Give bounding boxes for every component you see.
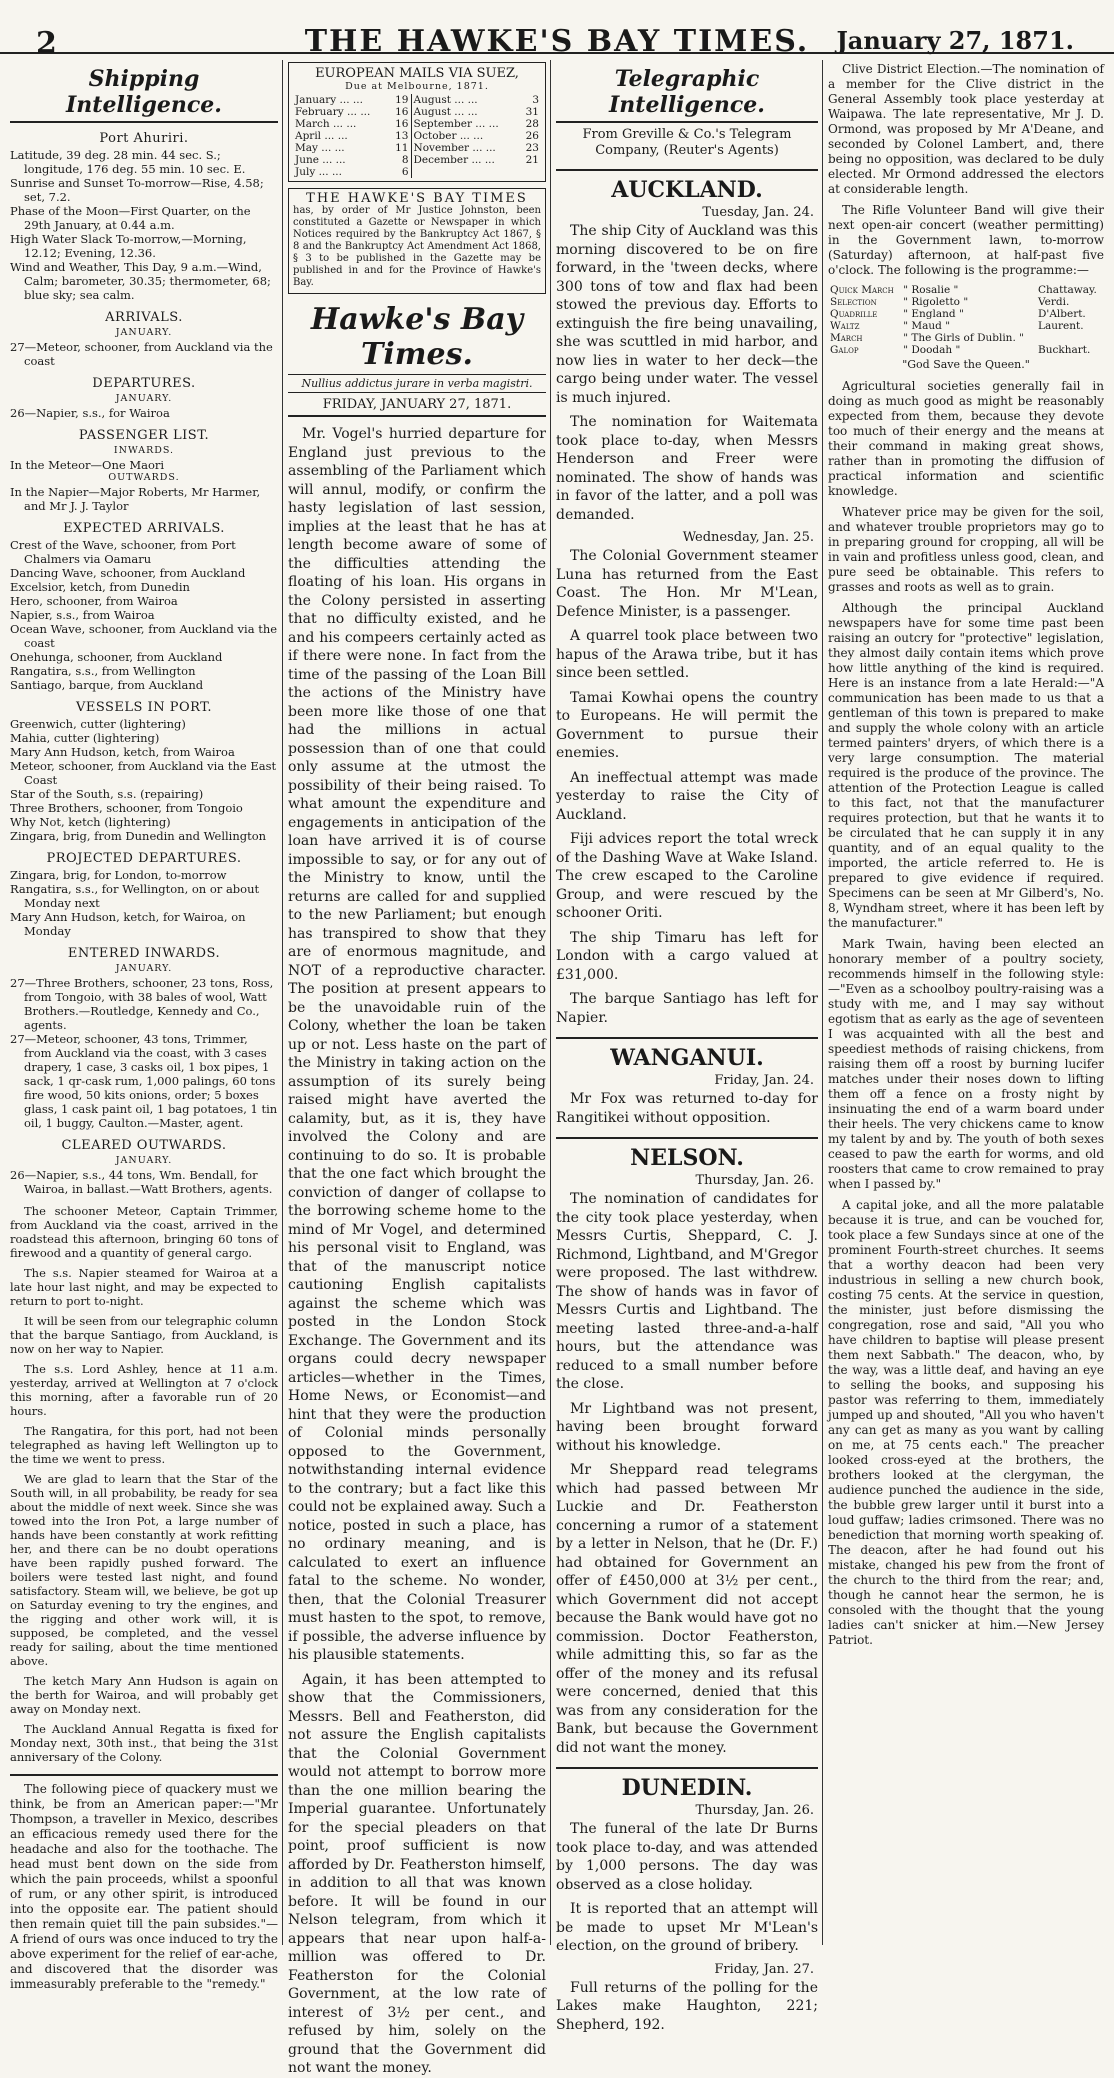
- mails-cell: November ... ...: [413, 142, 496, 154]
- mails-cell: 13: [389, 130, 411, 142]
- mails-cell: 28: [525, 118, 539, 130]
- mails-cell: May ... ...: [295, 142, 345, 154]
- month-label: JANUARY.: [115, 393, 173, 404]
- list-item: Ocean Wave, schooner, from Auckland via the coast: [10, 622, 278, 650]
- mails-cell: 23: [525, 142, 539, 154]
- month-label: JANUARY.: [115, 963, 173, 974]
- list-item: Zingara, brig, from Dunedin and Wellington: [10, 829, 267, 843]
- motto: Nullius addictus jurare in verba magistri.: [288, 374, 546, 393]
- masthead: [0, 0, 1114, 61]
- mails-cell: 26: [525, 130, 539, 142]
- list-item: Rangatira, s.s., from Wellington: [10, 664, 196, 678]
- column-rule: [822, 60, 823, 1945]
- mails-cell: March ... ...: [295, 118, 357, 130]
- vessels-list: [10, 717, 278, 843]
- mails-row: [293, 106, 541, 118]
- note-paragraph: We are glad to learn that the Star of the South will, in all probability, be ready for sea about the middle of next week. Since she was towed into the Iron Pot, a large number of hands have been constantly at work refitting her, and there can be no doubt operations have been rapidly pushed forward. The boilers were tested last night, and found satisfactory. Steam will, we believe, be got up on Saturday evening to try the engines, and the rigging and other work will, it is supposed, be completed, and the vessel ready for sailing, about the time mentioned above.: [10, 1472, 278, 1668]
- mails-cell: 21: [525, 154, 539, 166]
- column-shipping: [10, 62, 278, 1991]
- dateline: Tuesday, Jan. 24.: [702, 205, 814, 220]
- column-telegraphic: [556, 62, 818, 2033]
- programme-cell: Chattaway.: [1038, 284, 1097, 296]
- telegram-paragraph: The nomination for Waitemata took place to-day, when Messrs Henderson and Freer were nominated. The show of hands was in favor of the latter, and a poll was demanded.: [556, 414, 818, 523]
- list-item: Mary Ann Hudson, ketch, for Wairoa, on Monday: [10, 910, 246, 938]
- mails-title: EUROPEAN MAILS VIA SUEZ,: [315, 66, 519, 81]
- programme-table: [828, 284, 1104, 356]
- issue-date: FRIDAY, JANUARY 27, 1871.: [288, 397, 546, 417]
- outwards-label: OUTWARDS.: [108, 472, 180, 483]
- mails-cell: October ... ...: [413, 130, 484, 142]
- heading-auckland: AUCKLAND.: [556, 169, 818, 203]
- telegram-paragraph: The ship City of Auckland was this morning discovered to be on fire forward, in the 'tween decks, where 300 tons of tow and flax had been stowed the previous day. Efforts to extinguish the fire being unavailing, she was scuttled in mid harbor, and now lies in water to her deck—the cargo being under water. The vessel is much injured.: [556, 223, 818, 406]
- programme-row: [828, 320, 1104, 332]
- mails-cell: 19: [389, 94, 411, 106]
- mails-row: [293, 142, 541, 154]
- mails-cell: [411, 166, 520, 178]
- gazette-notice: [288, 188, 546, 294]
- list-item: Meteor, schooner, from Auckland via the East Coast: [10, 759, 277, 787]
- wind-line: Wind and Weather, This Day, 9 a.m.—Wind, Calm; barometer, 30.35; thermometer, 68; blue sky; sea calm.: [10, 260, 271, 302]
- note-paragraph: The ketch Mary Ann Hudson is again on the berth for Wairoa, and will probably get away on Monday next.: [10, 1674, 278, 1716]
- shipping-notes: [10, 1204, 278, 1764]
- list-item: Zingara, brig, for London, to-morrow: [10, 868, 227, 882]
- mails-cell: 11: [389, 142, 411, 154]
- departures-heading: DEPARTURES.: [92, 376, 196, 391]
- note-paragraph: It will be seen from our telegraphic column that the barque Santiago, from Auckland, is now on her way to Napier.: [10, 1314, 278, 1356]
- list-item: Crest of the Wave, schooner, from Port Chalmers via Oamaru: [10, 538, 236, 566]
- programme-cell: Laurent.: [1038, 320, 1084, 332]
- list-item: Greenwich, cutter (lightering): [10, 717, 186, 731]
- mails-row: [293, 118, 541, 130]
- programme-cell: " England ": [903, 308, 964, 320]
- mails-box: [288, 62, 546, 182]
- mails-cell: 16: [389, 106, 411, 118]
- telegram-paragraph: The funeral of the late Dr Burns took place to-day, and was attended by 1,000 persons. The day was observed as a close holiday.: [556, 1821, 818, 1893]
- sunrise-line: Sunrise and Sunset To-morrow—Rise, 4.58; set, 7.2.: [10, 176, 264, 204]
- list-item: Hero, schooner, from Wairoa: [10, 594, 178, 608]
- telegram-paragraph: A quarrel took place between two hapus of the Arawa tribe, but it has since been settled.: [556, 628, 818, 681]
- list-item: Mahia, cutter (lightering): [10, 731, 160, 745]
- list-item: Mary Ann Hudson, ketch, from Wairoa: [10, 745, 235, 759]
- mails-cell: [520, 166, 541, 178]
- dateline: Thursday, Jan. 26.: [695, 1803, 814, 1818]
- passenger-heading: PASSENGER LIST.: [78, 428, 210, 443]
- dateline: Wednesday, Jan. 25.: [682, 530, 814, 545]
- arrival-entry: 27—Meteor, schooner, from Auckland via the coast: [10, 340, 273, 368]
- band-programme: [828, 284, 1104, 371]
- programme-cell: " Maud ": [903, 320, 951, 332]
- entered-heading: ENTERED INWARDS.: [67, 946, 221, 961]
- dateline: Friday, Jan. 24.: [714, 1073, 814, 1088]
- notice-title: THE HAWKE'S BAY TIMES: [306, 191, 528, 206]
- mails-subtitle: Due at Melbourne, 1871.: [345, 81, 489, 92]
- dateline: Thursday, Jan. 26.: [695, 1173, 814, 1188]
- heading-dunedin: DUNEDIN.: [556, 1767, 818, 1801]
- mails-table: [293, 94, 541, 178]
- port-data: [10, 148, 278, 302]
- water-line: High Water Slack To-morrow,—Morning, 12.12; Evening, 12.36.: [10, 232, 247, 260]
- telegram-paragraph: The ship Timaru has left for London with a cargo valued at £31,000.: [556, 929, 818, 983]
- telegram-paragraph: An ineffectual attempt was made yesterday to raise the City of Auckland.: [556, 769, 818, 823]
- programme-cell: Galop: [830, 344, 859, 356]
- programme-cell: " Rigoletto ": [903, 296, 969, 308]
- programme-row: [828, 284, 1104, 296]
- news-paragraph: Agricultural societies generally fail in doing as much good as might be reasonably expected from them, because they devote too much of their energy and the means at their command in making great shows, rather than in promoting the diffusion of practical information and scientific knowledge.: [828, 379, 1104, 498]
- list-item: Napier, s.s., from Wairoa: [10, 608, 155, 622]
- list-item: Excelsior, ketch, from Dunedin: [10, 580, 190, 594]
- programme-cell: " Rosalie ": [903, 284, 959, 296]
- passenger-in: In the Meteor—One Maori: [10, 458, 165, 472]
- cleared-heading: CLEARED OUTWARDS.: [61, 1138, 227, 1153]
- note-paragraph: The s.s. Lord Ashley, hence at 11 a.m. yesterday, arrived at Wellington at 7 o'clock this morning, after a favorable run of 20 hours.: [10, 1362, 278, 1418]
- programme-cell: Quadrille: [830, 308, 878, 320]
- column-editorial: [288, 62, 546, 2076]
- list-item: Why Not, ketch (lightering): [10, 815, 171, 829]
- mails-cell: January ... ...: [295, 94, 363, 106]
- mails-cell: August ... ...: [413, 106, 478, 118]
- paper-title: THE HAWKE'S BAY TIMES.: [304, 24, 810, 59]
- departure-entry: 26—Napier, s.s., for Wairoa: [10, 406, 170, 420]
- section-title-telegraphic: Telegraphic Intelligence.: [556, 66, 818, 123]
- programme-cell: Waltz: [830, 320, 860, 332]
- programme-row: [828, 296, 1104, 308]
- telegram-paragraph: The barque Santiago has left for Napier.: [556, 991, 818, 1026]
- moon-line: Phase of the Moon—First Quarter, on the 29th January, at 0.44 a.m.: [10, 204, 251, 232]
- vessels-heading: VESSELS IN PORT.: [75, 700, 213, 715]
- programme-cell: Verdi.: [1038, 296, 1070, 308]
- note-paragraph: The schooner Meteor, Captain Trimmer, from Auckland via the coast, arrived in the roadstead this afternoon, bringing 60 tons of firewood and a quantity of general cargo.: [10, 1204, 278, 1260]
- telegram-paragraph: Mr Lightband was not present, having been brought forward without his knowledge.: [556, 1400, 818, 1454]
- list-item: Star of the South, s.s. (repairing): [10, 787, 204, 801]
- programme-cell: Selection: [830, 296, 877, 308]
- expected-heading: EXPECTED ARRIVALS.: [63, 521, 225, 536]
- mails-cell: June ... ...: [295, 154, 346, 166]
- cleared-entry: 26—Napier, s.s., 44 tons, Wm. Bendall, for Wairoa, in ballast.—Watt Brothers, agents.: [10, 1168, 273, 1196]
- month-label: JANUARY.: [115, 327, 173, 338]
- column-rule: [282, 60, 283, 1945]
- heading-nelson: NELSON.: [556, 1137, 818, 1171]
- note-paragraph: The Auckland Annual Regatta is fixed for Monday next, 30th inst., that being the 31st anniversary of the Colony.: [10, 1722, 278, 1764]
- mails-row: [293, 154, 541, 166]
- quackery-article: The following piece of quackery must we think, be from an American paper:—"Mr Thompson, a traveller in Mexico, describes an efficacious remedy used there for the headache and also for the toothache. The head must bent down on the side from which the pain proceeds, whilst a spoonful of rum, or any other spirit, is introduced into the opposite ear. The patient should then remain quiet till the pain subsides."—A friend of ours was once induced to try the above experiment for the relief of ear-ache, and discovered that the disorder was immeasurably preferable to the "remedy.": [10, 1782, 278, 1991]
- programme-cell: D'Albert.: [1038, 308, 1086, 320]
- telegram-paragraph: It is reported that an attempt will be made to upset Mr M'Lean's election, on the ground of bribery.: [556, 1901, 818, 1954]
- telegram-paragraph: Full returns of the polling for the Lakes make Haughton, 221; Shepherd, 192.: [556, 1979, 818, 2033]
- section-title-shipping: Shipping Intelligence.: [10, 66, 278, 123]
- latitude-line: Latitude, 39 deg. 28 min. 44 sec. S.; longitude, 176 deg. 55 min. 10 sec. E.: [10, 148, 246, 176]
- mails-cell: September ... ...: [413, 118, 499, 130]
- telegram-paragraph: Fiji advices report the total wreck of the Dashing Wave at Wake Island. The crew escaped to the Caroline Group, and were rescued by the schooner Oriti.: [556, 831, 818, 921]
- news-paragraph: A capital joke, and all the more palatable because it is true, and can be vouched for, took place a few Sundays since at one of the prominent Fourth-street churches. It seems that a worthy deacon had been very industrious in selling a new church book, costing 75 cents. At the service in question, the minister, just before dismissing the congregation, rose and said, "All you who have children to baptise will please present them next Sabbath." The deacon, who, by the way, was a little deaf, and having an eye to selling the books, and supposing his pastor was referring to them, immediately jumped up and shouted, "All you who haven't any can get as many as you want by calling on me, at 75 cents each." The preacher looked cross-eyed at the brothers, the brothers looked at the clergyman, the audience punched the audience in the side, the bubble grew larger until it burst into a loud guffaw; ladies crimsoned. There was no benediction that morning worth speaking of. The deacon, after he had found out his mistake, changed his pew from the front of the church to the third from the rear; and, though he cannot hear the sermon, he is consoled with the thought that the young ladies can't snicker at him.—New Jersey Patriot.: [828, 1198, 1104, 1647]
- inwards-label: INWARDS.: [113, 445, 175, 456]
- list-item: Dancing Wave, schooner, from Auckland: [10, 566, 246, 580]
- programme-cell: " The Girls of Dublin. ": [903, 332, 1024, 344]
- note-paragraph: The s.s. Napier steamed for Wairoa at a late hour last night, and may be expected to return to port to-night.: [10, 1266, 278, 1308]
- heading-wanganui: WANGANUI.: [556, 1037, 818, 1071]
- programme-row: [828, 344, 1104, 356]
- expected-list: [10, 538, 278, 692]
- programme-cell: Quick March: [830, 284, 894, 296]
- telegram-paragraph: The Colonial Government steamer Luna has returned from the East Coast. The Hon. Mr M'Lean, Defence Minister, is a passenger.: [556, 548, 818, 620]
- mails-row: [293, 94, 541, 106]
- projected-heading: PROJECTED DEPARTURES.: [46, 851, 242, 866]
- list-item: Santiago, barque, from Auckland: [10, 678, 204, 692]
- programme-cell: March: [830, 332, 863, 344]
- list-item: 27—Three Brothers, schooner, 23 tons, Ross, from Tongoio, with 38 bales of wool, Watt Brothers.—Routledge, Kennedy and Co., agents.: [10, 976, 274, 1032]
- note-paragraph: The Rangatira, for this port, had not been telegraphed as having left Wellington up to the time we went to press.: [10, 1424, 278, 1466]
- mails-cell: 31: [525, 106, 539, 118]
- issue-date-header: January 27, 1871.: [836, 26, 1074, 55]
- mails-cell: 3: [532, 94, 539, 106]
- mails-cell: February ... ...: [295, 106, 371, 118]
- list-item: 27—Meteor, schooner, 43 tons, Trimmer, from Auckland via the coast, with 3 cases drapery, 1 case, 3 casks oil, 1 box pipes, 1 sack, 1 qr-cask rum, 1,000 palings, 60 tons fire wood, 50 kits onions, order; 5 boxes glass, 1 cask paint oil, 1 bag potatoes, 1 tin oil, 1 buggy, Caulton.—Master, agent.: [10, 1032, 278, 1130]
- mails-row: [293, 130, 541, 142]
- notice-text: has, by order of Mr Justice Johnston, been constituted a Gazette or Newspaper in which Notices required by the Bankruptcy Act 1867, § 8 and the Bankruptcy Act Amendment Act 1868, § 3 to be published in the Gazette may be published in and for the Province of Hawke's Bay.: [293, 205, 541, 288]
- god-save-the-queen: "God Save the Queen.": [902, 358, 1030, 371]
- divider: [10, 1774, 278, 1776]
- mails-cell: 16: [389, 118, 411, 130]
- news-paragraph: Mark Twain, having been elected an honorary member of a poultry society, recommends himself in the following style:—"Even as a schoolboy poultry-raising was a study with me, and I may say without egotism that as early as the age of seventeen I was acquainted with all the best and speediest methods of raising chickens, from raising them off a roost by burning lucifer matches under their noses down to lifting them off a fence on a frosty night by insinuating the end of a warm board under their heels. The very chickens came to know my talent by and by. The youth of both sexes ceased to paw the earth for worms, and old roosters that came to crow remained to pray when I passed by.": [828, 937, 1104, 1191]
- list-item: Three Brothers, schooner, from Tongoio: [10, 801, 243, 815]
- telegram-paragraph: Mr Sheppard read telegrams which had passed between Mr Luckie and Dr. Featherston concerning a rumor of a statement by a letter in Nelson, that he (Dr. F.) had obtained for Government an offer of £450,000 at 3½ per cent., which Government did not accept because the Bank would have got no commission. Doctor Featherston, while admitting this, so far as the offer of the money and its refusal were concerned, denied that this was from any consideration for the Bank, but because the Government did not want the money.: [556, 1462, 818, 1756]
- list-item: Onehunga, schooner, from Auckland: [10, 650, 223, 664]
- mails-cell: August ... ...: [413, 94, 478, 106]
- projected-list: [10, 868, 278, 938]
- editorial-paragraph: Mr. Vogel's hurried departure for England just previous to the assembling of the Parliament which will annul, modify, or confirm the hasty legislation of last session, implies at the least that he has at length become aware of some of the difficulties attending the floating of his loan. His organs in the Colony persisted in asserting that no difficulty existed, and he and his compeers certainly acted as if there were none. In fact from the time of the passing of the Loan Bill the actions of the Ministry have been more like those of one that had the millions in actual possession than of one that could only assume at the utmost the possibility of their being raised. To what amount the expenditure and engagements in anticipation of the loan have arrived it is of course impossible to say, or for any out of the Ministry to know, until the returns are called for and supplied to the new Parliament; but enough has transpired to show that they are of enormous magnitude, and NOT of a reproductive character. The position at present appears to be the unavoidable ruin of the Colony, whether the loan be taken up or not. Less haste on the part of the Ministry in taking action on the assumption of its surely being raised might have averted the calamity, but, as it is, they have involved the Colony and are continuing to do so. It is probable that the one fact which brought the conviction of danger of collapse to the borrowing scheme home to the mind of Mr Vogel, and determined his personal visit to England, was that of the manuscript notice cautioning English capitalists against the scheme which was posted in the London Stock Exchange. The Government and its organs could decry newspaper articles—whether in the Times, Home News, or Economist—and hint that they were the production of Colonial minds personally opposed to the Government, notwithstanding internal evidence to the contrary; but a fact like this could not be explained away. Such a notice, posted in such a place, has no ordinary meaning, and is calculated to exert an influence fatal to the scheme. No wonder, then, that the Colonial Treasurer must hasten to the spot, to remove, if possible, the adverse influence by his plausible statements.: [288, 426, 546, 1663]
- month-label: JANUARY.: [115, 1155, 173, 1166]
- page-number: 2: [36, 26, 57, 61]
- arrivals-heading: ARRIVALS.: [105, 310, 183, 325]
- mails-cell: 6: [389, 166, 411, 178]
- programme-cell: [1036, 332, 1104, 344]
- telegram-paragraph: The nomination of candidates for the city took place yesterday, when Messrs Curtis, Sheppard, C. J. Richmond, Lightband, and M'Gregor were proposed. The last withdrew. The show of hands was in favor of Messrs Curtis and Lightband. The meeting lasted three-and-a-half hours, but the attendance was reduced to a small number before the close.: [556, 1191, 818, 1392]
- mails-cell: July ... ...: [295, 166, 342, 178]
- port-name: Port Ahuriri.: [99, 131, 189, 146]
- mails-cell: April ... ...: [295, 130, 348, 142]
- mails-row: [293, 166, 541, 178]
- programme-cell: " Doodah ": [903, 344, 961, 356]
- clive-election-paragraph: Clive District Election.—The nomination of a member for the Clive district in the General Assembly took place yesterday at Waipawa. The late representative, Mr J. D. Ormond, was proposed by Mr A'Deane, and seconded by Colonel Lambert, and, there being no opposition, was declared to be duly elected. Mr Ormond addressed the electors at considerable length.: [828, 62, 1104, 196]
- telegram-source: From Greville & Co.'s Telegram Company, (Reuter's Agents): [582, 127, 792, 158]
- programme-row: [828, 308, 1104, 320]
- editorial-paragraph: Again, it has been attempted to show that the Commissioners, Messrs. Bell and Featherston, did not assure the English capitalists that the Colonial Government would not attempt to borrow more than the one million bearing the Imperial guarantee. Unfortunately for the special pleaders on that point, proof sufficient is now afforded by Dr. Featherston himself, in addition to all that was known before. It will be found in our Nelson telegram, from which it appears that near upon half-a-million was offered to Dr. Featherston for the Colonial Government, at the low rate of interest of 3½ per cent., and refused by him, solely on the ground that the Government did not want the money.: [288, 1671, 546, 2076]
- entered-list: [10, 976, 278, 1130]
- band-paragraph: The Rifle Volunteer Band will give their next open-air concert (weather permitting) in the Government lawn, to-morrow (Saturday) afternoon, at half-past five o'clock. The following is the programme:—: [828, 203, 1104, 277]
- telegram-paragraph: Tamai Kowhai opens the country to Europeans. He will permit the Government to pursue their enemies.: [556, 689, 818, 761]
- programme-cell: Buckhart.: [1038, 344, 1091, 356]
- passenger-out: In the Napier—Major Roberts, Mr Harmer, and Mr J. J. Taylor: [10, 485, 261, 513]
- column-rule: [550, 60, 551, 1945]
- column-local-news: [828, 62, 1104, 1943]
- programme-row: [828, 332, 1104, 344]
- list-item: Rangatira, s.s., for Wellington, on or about Monday next: [10, 882, 260, 910]
- mails-cell: 8: [389, 154, 411, 166]
- news-paragraph: Although the principal Auckland newspapers have for some time past been raising an outcry for "protective" legislation, they almost daily contain items which prove how little anything of the kind is required. Here is an instance from a late Herald:—"A communication has been made to us that a gentleman of this town is prepared to make and supply the whole colony with an article termed painters' dryers, of which there is a very large consumption. The material required is the produce of the province. The attention of the Protection League is called to this fact, not that the manufacturer requires protection, but that he wants it to be circulated that he can supply it in any quantity, and of an equal quality to the imported, the article referred to. He is prepared to give evidence if required. Specimens can be seen at Mr Gilberd's, No. 8, Wyndham street, where it has been left by the manufacturer.": [828, 601, 1104, 930]
- dateline: Friday, Jan. 27.: [714, 1961, 814, 1977]
- telegram-paragraph: Mr Fox was returned to-day for Rangitikei without opposition.: [556, 1091, 818, 1126]
- nameplate: Hawke's Bay Times.: [310, 302, 524, 372]
- news-paragraph: Whatever price may be given for the soil, and whatever trouble proprietors may go to in preparing ground for cropping, all will be in vain and profitless unless good, clean, and pure seed be obtainable. This refers to grasses and roots as well as to grain.: [828, 505, 1104, 594]
- mails-cell: December ... ...: [413, 154, 495, 166]
